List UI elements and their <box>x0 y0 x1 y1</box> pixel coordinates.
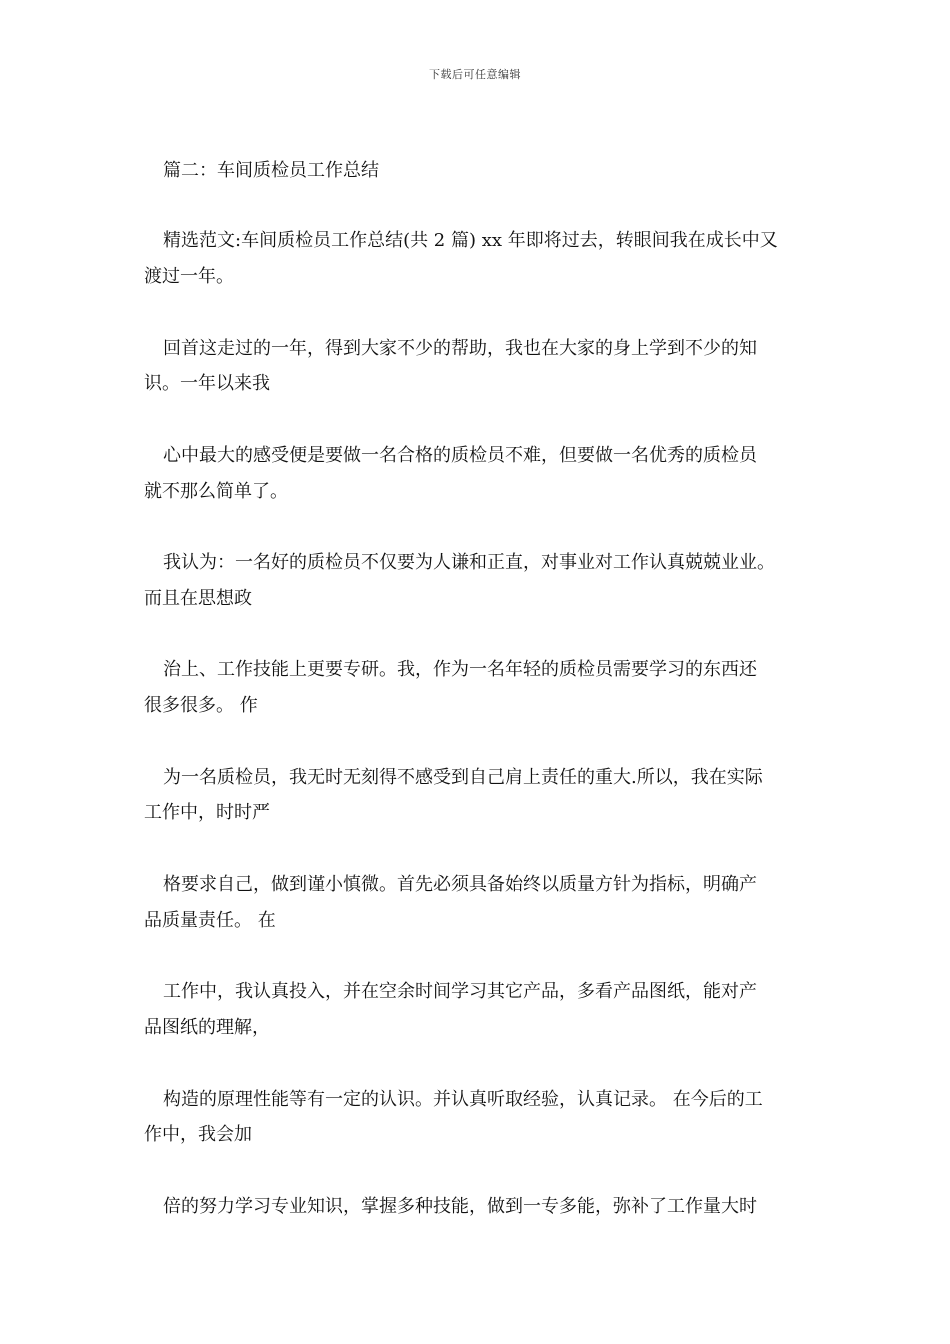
paragraph-line: 构造的原理性能等有一定的认识。并认真听取经验，认真记录。 在今后的工 <box>163 1089 763 1110</box>
paragraph-line: 倍的努力学习专业知识，掌握多种技能，做到一专多能，弥补了工作量大时 <box>163 1196 757 1217</box>
section-title: 篇二：车间质检员工作总结 <box>163 160 379 181</box>
paragraph-line: 渡过一年。 <box>144 266 234 287</box>
paragraph-line: 工作中，时时严 <box>144 802 270 823</box>
paragraph-line: 作中，我会加 <box>144 1124 252 1145</box>
paragraph-line: 工作中，我认真投入，并在空余时间学习其它产品，多看产品图纸，能对产 <box>163 981 757 1002</box>
paragraph-line: 格要求自己，做到谨小慎微。首先必须具备始终以质量方针为指标，明确产 <box>163 874 757 895</box>
paragraph-line: 品质量责任。 在 <box>144 910 276 931</box>
paragraph-line: 就不那么简单了。 <box>144 481 288 502</box>
paragraph-line: 品图纸的理解， <box>144 1017 270 1038</box>
paragraph-line: 回首这走过的一年，得到大家不少的帮助，我也在大家的身上学到不少的知 <box>163 338 757 359</box>
paragraph-line: 识。一年以来我 <box>144 373 270 394</box>
paragraph-line: 而且在思想政 <box>144 588 252 609</box>
paragraph-line: 很多很多。 作 <box>144 695 258 716</box>
page-header-note: 下载后可任意编辑 <box>429 68 521 81</box>
paragraph-line: 治上、工作技能上更要专研。我，作为一名年轻的质检员需要学习的东西还 <box>163 659 757 680</box>
paragraph-line: 为一名质检员，我无时无刻得不感受到自己肩上责任的重大.所以，我在实际 <box>163 767 763 788</box>
paragraph-line: 我认为：一名好的质检员不仅要为人谦和正直，对事业对工作认真兢兢业业。 <box>163 552 775 573</box>
paragraph-line: 精选范文:车间质检员工作总结(共 2 篇) xx 年即将过去，转眼间我在成长中又 <box>163 230 778 251</box>
paragraph-line: 心中最大的感受便是要做一名合格的质检员不难，但要做一名优秀的质检员 <box>163 445 757 466</box>
